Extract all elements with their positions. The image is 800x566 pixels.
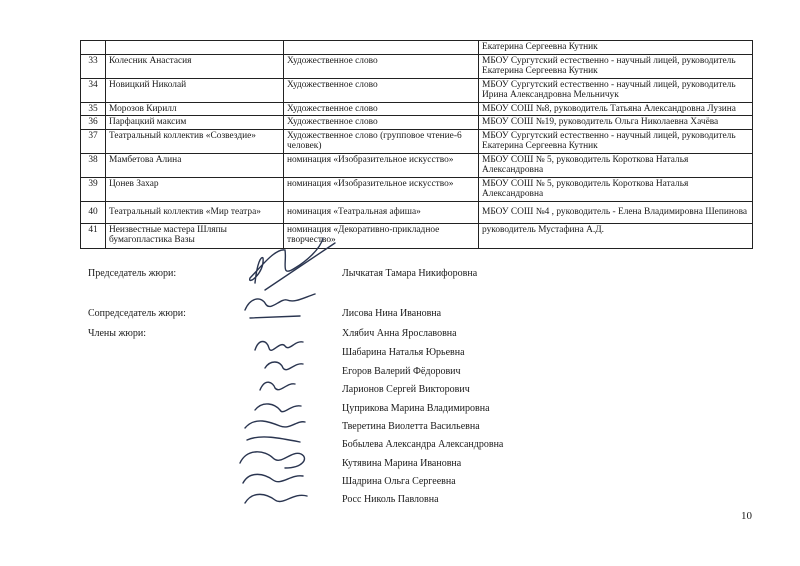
jury-member: Егоров Валерий Фёдорович xyxy=(342,366,461,377)
jury-member: Шадрина Ольга Сергеевна xyxy=(342,476,456,487)
row-number: 38 xyxy=(81,153,106,177)
category: Художественное слово xyxy=(284,54,479,78)
row-number: 35 xyxy=(81,102,106,116)
jury-member: Ларионов Сергей Викторович xyxy=(342,384,470,395)
cochair-name: Лисова Нина Ивановна xyxy=(342,308,442,319)
jury-member: Росс Николь Павловна xyxy=(342,494,439,505)
row-number: 41 xyxy=(81,223,106,248)
participant-name: Парфацкий максим xyxy=(106,116,284,130)
jury-member: Бобылева Александра Александровна xyxy=(342,439,504,450)
participant-name: Цонев Захар xyxy=(106,177,284,201)
category: номинация «Театральная афиша» xyxy=(284,201,479,223)
participant-name: Театральный коллектив «Мир театра» xyxy=(106,201,284,223)
row-number: 40 xyxy=(81,201,106,223)
organization: МБОУ Сургутский естественно - научный лицей, руководитель Екатерина Сергеевна Кутник xyxy=(479,129,753,153)
members-label: Члены жюри: xyxy=(88,328,147,339)
category: Художественное слово (групповое чтение-6 человек) xyxy=(284,129,479,153)
organization: Екатерина Сергеевна Кутник xyxy=(479,41,753,55)
category: номинация «Изобразительное искусство» xyxy=(284,177,479,201)
category: Художественное слово xyxy=(284,116,479,130)
jury-member: Тверетина Виолетта Васильевна xyxy=(342,421,480,432)
jury-member: Кутявина Марина Ивановна xyxy=(342,458,462,469)
row-number: 34 xyxy=(81,78,106,102)
participant-name: Мамбетова Алина xyxy=(106,153,284,177)
organization: МБОУ СОШ №19, руководитель Ольга Николаевна Хачёва xyxy=(479,116,753,130)
row-number: 36 xyxy=(81,116,106,130)
participant-name: Колесник Анастасия xyxy=(106,54,284,78)
cochair-label: Сопредседатель жюри: xyxy=(88,308,186,319)
participant-name: Морозов Кирилл xyxy=(106,102,284,116)
organization: МБОУ СОШ № 5, руководитель Короткова Наталья Александровна xyxy=(479,153,753,177)
organization: МБОУ СОШ №4 , руководитель - Елена Владимировна Шепинова xyxy=(479,201,753,223)
organization: МБОУ Сургутский естественно - научный лицей, руководитель Ирина Александровна Мельничук xyxy=(479,78,753,102)
row-number: 37 xyxy=(81,129,106,153)
row-number: 33 xyxy=(81,54,106,78)
organization: МБОУ Сургутский естественно - научный лицей, руководитель Екатерина Сергеевна Кутник xyxy=(479,54,753,78)
category: номинация «Изобразительное искусство» xyxy=(284,153,479,177)
organization: МБОУ СОШ №8, руководитель Татьяна Александровна Лузина xyxy=(479,102,753,116)
jury-member: Цуприкова Марина Владимировна xyxy=(342,403,490,414)
chair-name: Лычкатая Тамара Никифоровна xyxy=(342,268,478,279)
organization: руководитель Мустафина А.Д. xyxy=(479,223,753,248)
participant-name: Театральный коллектив «Созвездие» xyxy=(106,129,284,153)
jury-member: Шабарина Наталья Юрьевна xyxy=(342,347,465,358)
category: Художественное слово xyxy=(284,102,479,116)
participant-name: Новицкий Николай xyxy=(106,78,284,102)
category: Художественное слово xyxy=(284,78,479,102)
row-number: 39 xyxy=(81,177,106,201)
chair-label: Председатель жюри: xyxy=(88,268,177,279)
jury-member: Хлябич Анна Ярославовна xyxy=(342,328,457,339)
category: номинация «Декоративно-прикладное творчество» xyxy=(284,223,479,248)
page-number: 10 xyxy=(741,510,752,522)
participant-name: Неизвестные мастера Шляпы бумагопластика Вазы xyxy=(106,223,284,248)
organization: МБОУ СОШ № 5, руководитель Короткова Наталья Александровна xyxy=(479,177,753,201)
